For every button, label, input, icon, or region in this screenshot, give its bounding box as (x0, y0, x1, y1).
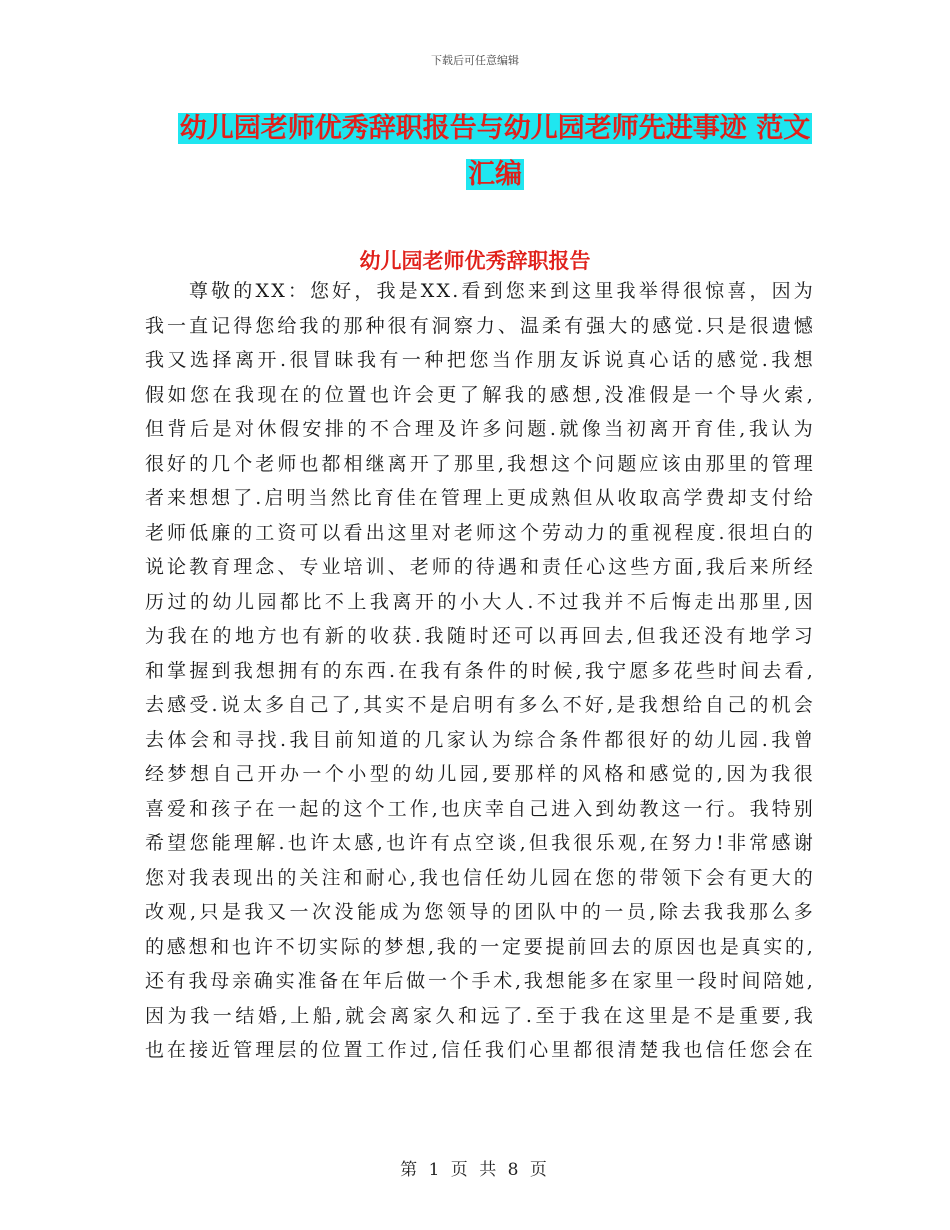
body-line: 和掌握到我想拥有的东西.在我有条件的时候,我宁愿多花些时间去看, (145, 659, 815, 682)
body-line: 尊敬的XX：您好，我是XX.看到您来到这里我举得很惊喜，因为 (189, 280, 815, 302)
body-line: 去感受.说太多自己了,其实不是启明有多么不好,是我想给自己的机会 (145, 694, 815, 716)
body-line: 也在接近管理层的位置工作过,信任我们心里都很清楚我也信任您会在 (145, 1039, 815, 1061)
body-line: 去体会和寻找.我目前知道的几家认为综合条件都很好的幼儿园.我曾 (145, 728, 815, 751)
body-line: 老师低廉的工资可以看出这里对老师这个劳动力的重视程度.很坦白的 (145, 521, 815, 544)
body-line: 但背后是对休假安排的不合理及许多问题.就像当初离开育佳,我认为 (145, 418, 815, 440)
body-line: 我又选择离开.很冒昧我有一种把您当作朋友诉说真心话的感觉.我想 (145, 349, 815, 371)
body-line: 希望您能理解.也许太感,也许有点空谈,但我很乐观,在努力!非常感谢 (145, 832, 815, 854)
body-line: 说论教育理念、专业培训、老师的待遇和责任心这些方面,我后来所经 (145, 556, 815, 578)
body-line: 我一直记得您给我的那种很有洞察力、温柔有强大的感觉.只是很遗憾 (145, 314, 815, 337)
page-footer: 第 1 页 共 8 页 (400, 1160, 550, 1180)
body-line: 经梦想自己开办一个小型的幼儿园,要那样的风格和感觉的,因为我很 (145, 763, 815, 785)
document-title-line-1: 幼儿园老师优秀辞职报告与幼儿园老师先进事迹 范文 (179, 113, 811, 144)
body-line: 很好的几个老师也都相继离开了那里,我想这个问题应该由那里的管理 (145, 452, 815, 475)
body-text (145, 274, 815, 1068)
document-title-line-2: 汇编 (468, 159, 522, 190)
body-line: 还有我母亲确实准备在年后做一个手术,我想能多在家里一段时间陪她, (145, 970, 815, 992)
page-header: 下载后可任意编辑 (431, 54, 519, 67)
body-line: 喜爱和孩子在一起的这个工作,也庆幸自己进入到幼教这一行。我特别 (145, 797, 815, 820)
body-line: 历过的幼儿园都比不上我离开的小大人.不过我并不后悔走出那里,因 (145, 590, 815, 613)
body-line: 您对我表现出的关注和耐心,我也信任幼儿园在您的带领下会有更大的 (145, 866, 815, 889)
body-line: 因为我一结婚,上船,就会离家久和远了.至于我在这里是不是重要,我 (145, 1004, 815, 1027)
body-line: 假如您在我现在的位置也许会更了解我的感想,没准假是一个导火索, (145, 383, 815, 406)
body-line: 改观,只是我又一次没能成为您领导的团队中的一员,除去我我那么多 (145, 901, 815, 923)
body-line: 的感想和也许不切实际的梦想,我的一定要提前回去的原因也是真实的, (145, 935, 815, 958)
body-line: 为我在的地方也有新的收获.我随时还可以再回去,但我还没有地学习 (145, 625, 815, 647)
section-title: 幼儿园老师优秀辞职报告 (359, 249, 591, 273)
document-title (130, 106, 860, 198)
body-line: 者来想想了.启明当然比育佳在管理上更成熟但从收取高学费却支付给 (145, 487, 815, 509)
